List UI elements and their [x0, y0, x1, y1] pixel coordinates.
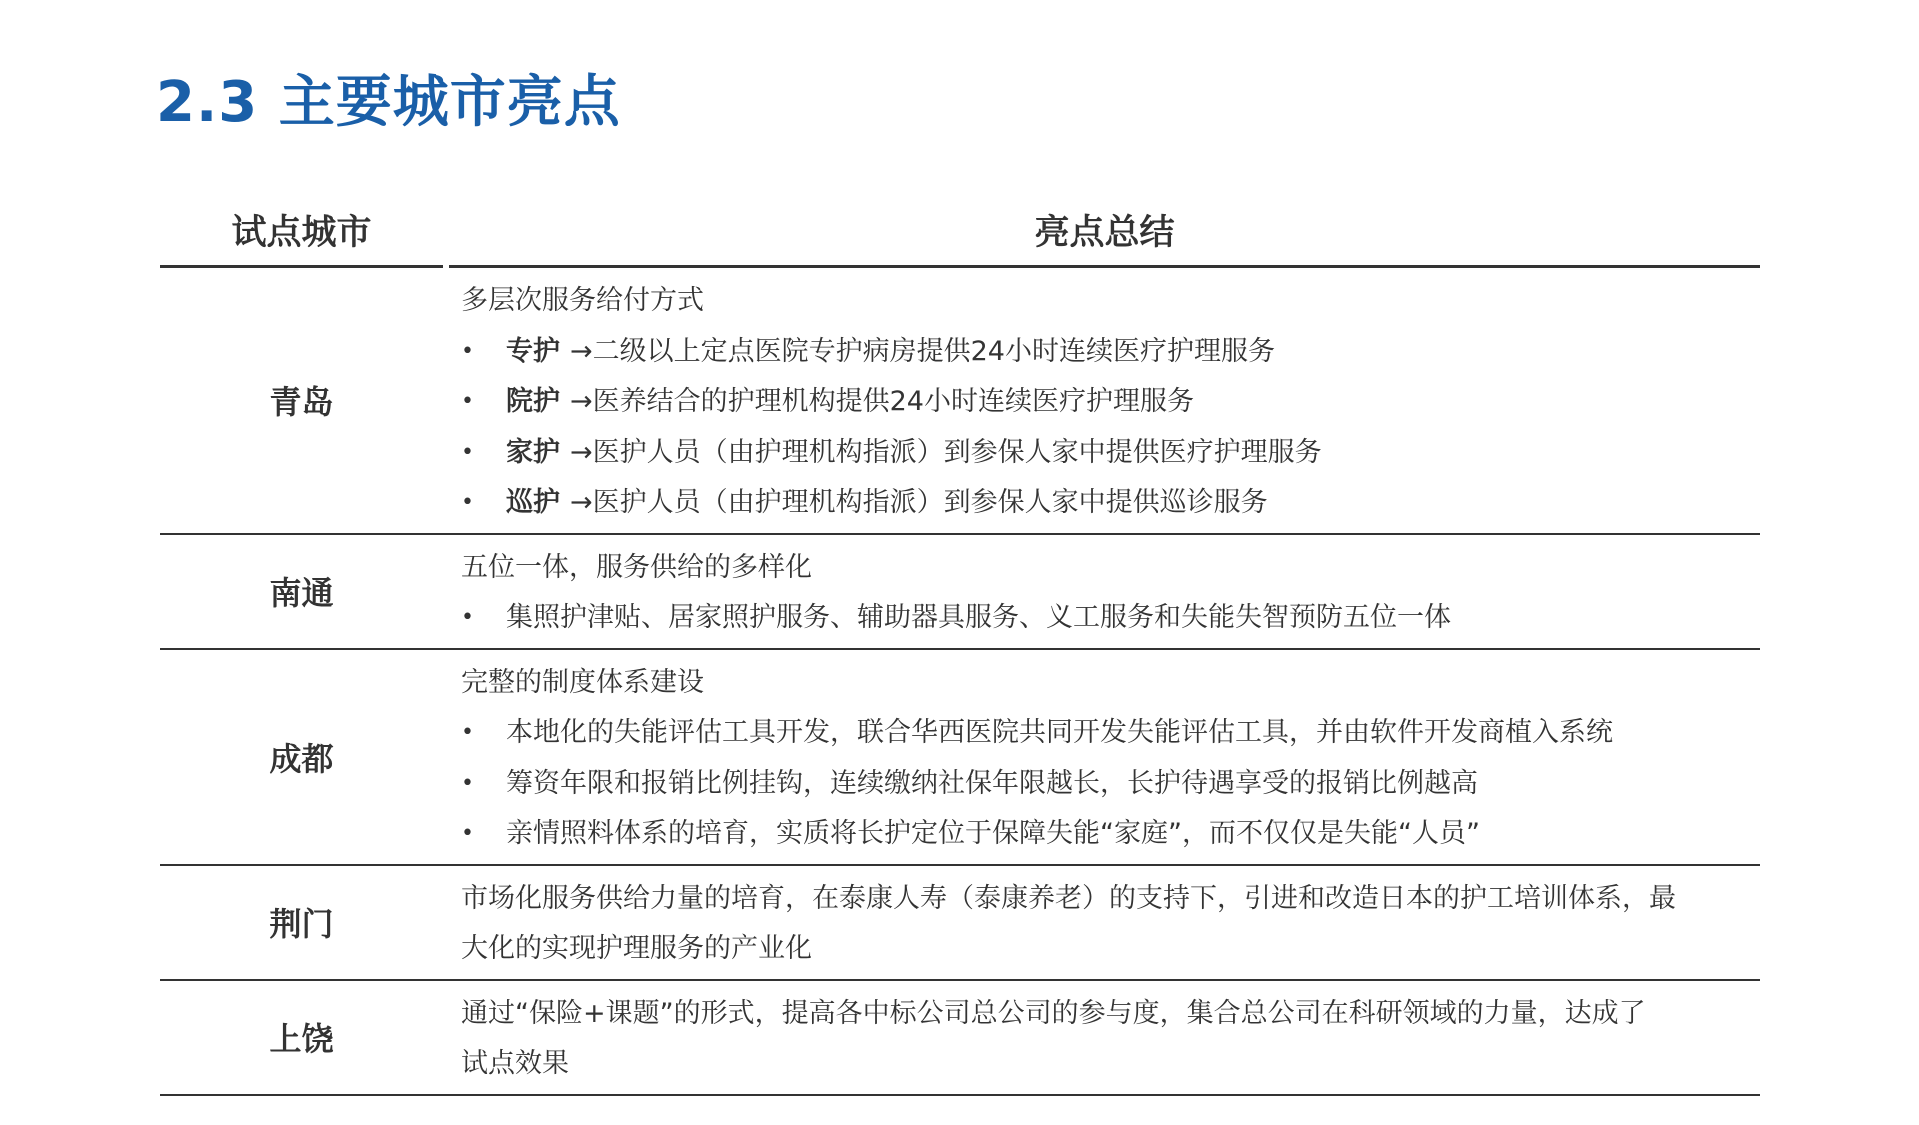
- summary-line: 通过“保险+课题”的形式，提高各中标公司总公司的参与度，集合总公司在科研领域的力量，达成了: [461, 997, 1646, 1029]
- table-row: [160, 535, 1760, 650]
- summary-bullet: [461, 377, 1760, 428]
- table-row: [160, 650, 1760, 866]
- summary-intro: 多层次服务给付方式: [461, 285, 704, 316]
- city-name: 青岛: [269, 383, 334, 422]
- city-name: 南通: [269, 574, 334, 612]
- bullet-icon: •: [461, 389, 474, 414]
- bullet-icon: •: [461, 338, 474, 364]
- summary-cell: [449, 535, 1760, 648]
- header-city: 试点城市: [160, 210, 443, 268]
- bullet-icon: •: [461, 490, 474, 515]
- city-name: 成都: [269, 739, 334, 778]
- bullet-icon: •: [461, 720, 474, 745]
- summary-bullet: [461, 809, 1760, 860]
- summary-bullet: [461, 428, 1760, 479]
- summary-bullet: [461, 327, 1760, 378]
- summary-intro: 五位一体，服务供给的多样化: [461, 551, 812, 583]
- bullet-text: 集照护津贴、居家照护服务、辅助器具服务、义工服务和失能失智预防五位一体: [506, 602, 1451, 633]
- summary-line: 大化的实现护理服务的产业化: [461, 933, 812, 964]
- summary-line: 试点效果: [461, 1048, 569, 1079]
- summary-intro: 完整的制度体系建设: [461, 666, 704, 698]
- summary-cell: [449, 981, 1760, 1094]
- bullet-label: 家护: [506, 436, 560, 468]
- table-row: [160, 268, 1760, 535]
- city-name: 上饶: [269, 1020, 334, 1058]
- bullet-text: →二级以上定点医院专护病房提供24小时连续医疗护理服务: [570, 335, 1275, 367]
- bullet-icon: •: [461, 605, 474, 630]
- bullet-text: 本地化的失能评估工具开发，联合华西医院共同开发失能评估工具，并由软件开发商植入系统: [506, 717, 1613, 748]
- bullet-label: 巡护: [506, 487, 560, 518]
- bullet-text: →医护人员（由护理机构指派）到参保人家中提供巡诊服务: [570, 487, 1268, 518]
- summary-bullet: [461, 708, 1760, 759]
- header-summary: 亮点总结: [449, 210, 1760, 268]
- bullet-icon: •: [461, 770, 474, 796]
- bullet-text: 筹资年限和报销比例挂钩，连续缴纳社保年限越长，长护待遇享受的报销比例越高: [506, 767, 1478, 799]
- bullet-icon: •: [461, 439, 474, 465]
- summary-cell: [449, 268, 1760, 533]
- bullet-label: 专护: [506, 335, 560, 367]
- city-highlights-table: [160, 210, 1760, 1096]
- bullet-icon: •: [461, 821, 474, 846]
- bullet-text: →医护人员（由护理机构指派）到参保人家中提供医疗护理服务: [570, 436, 1322, 468]
- table-row: [160, 866, 1760, 981]
- bullet-label: 院护: [506, 386, 560, 417]
- summary-cell: [449, 650, 1760, 864]
- bullet-text: →医养结合的护理机构提供24小时连续医疗护理服务: [570, 386, 1194, 417]
- table-header: [160, 210, 1760, 268]
- table-row: [160, 981, 1760, 1096]
- page-title: 2.3 主要城市亮点: [156, 70, 621, 135]
- city-name: 荆门: [269, 905, 334, 943]
- summary-bullet: [461, 759, 1760, 810]
- summary-line: 市场化服务供给力量的培育，在泰康人寿（泰康养老）的支持下，引进和改造日本的护工培训体系，最: [461, 882, 1676, 914]
- bullet-text: 亲情照料体系的培育，实质将长护定位于保障失能“家庭”，而不仅仅是失能“人员”: [506, 818, 1480, 849]
- summary-cell: [449, 866, 1760, 979]
- summary-bullet: [461, 478, 1760, 529]
- summary-bullet: [461, 593, 1760, 644]
